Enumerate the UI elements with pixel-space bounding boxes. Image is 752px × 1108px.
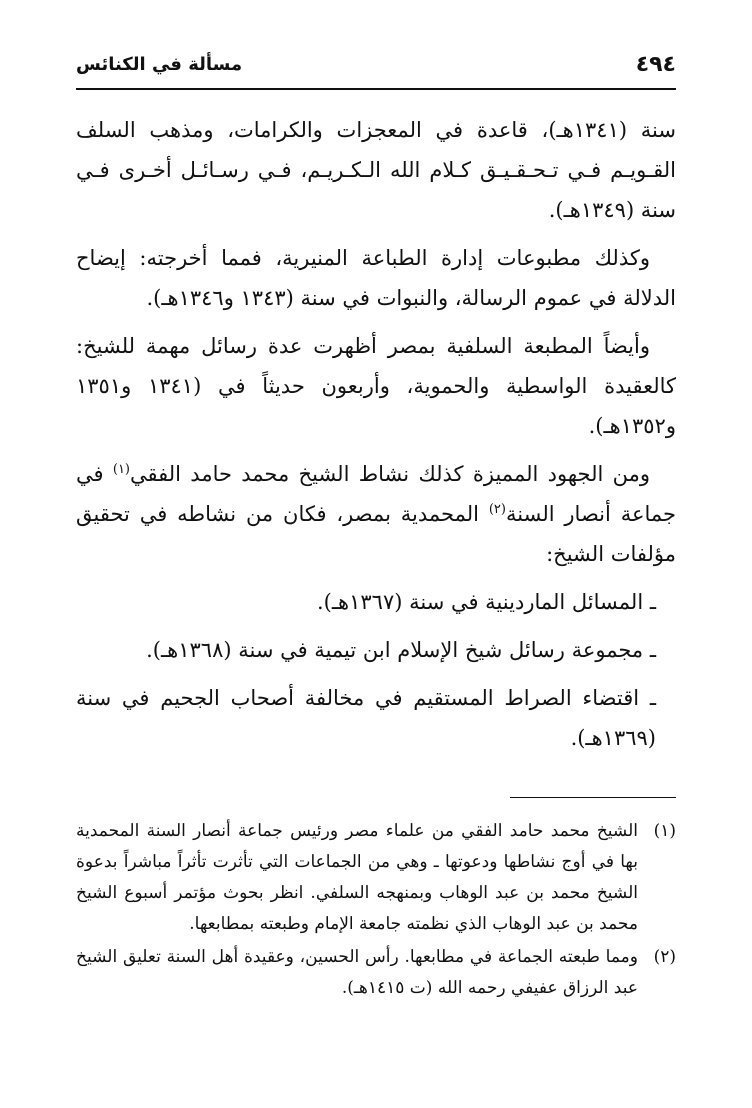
main-text	[76, 110, 676, 766]
page-number: ٤٩٤	[635, 51, 676, 77]
footnote-separator	[510, 797, 676, 798]
footnote-text: ومما طبعته الجماعة في مطابعها. رأس الحسين، وعقيدة أهل السنة تعليق الشيخ عبد الرزاق عفيفي رحمه الله (ت ١٤١٥هـ).	[76, 947, 638, 998]
footnote-ref-2[interactable]: (٢)	[488, 502, 506, 517]
footnote-text: الشيخ محمد حامد الفقي من علماء مصر ورئيس جماعة أنصار السنة المحمدية بها في أوج نشاطها ودعوتها ـ وهي من الجماعات التي تأثرت تأثراً مباشراً بدعوة الشيخ محمد بن عبد الوهاب وبمنهجه السلفي. انظر بحوث مؤتمر أسبوع الشيخ محمد بن عبد الوهاب الذي نظمته جامعة الإمام وطبعته بمطابعها.	[76, 821, 638, 934]
paragraph-4-part-a: ومن الجهود المميزة كذلك نشاط الشيخ محمد حامد الفقي	[130, 462, 650, 486]
paragraph-4	[76, 454, 676, 574]
footnote-2	[76, 942, 676, 1004]
paragraph-3: وأيضاً المطبعة السلفية بمصر أظهرت عدة رسائل مهمة للشيخ: كالعقيدة الواسطية والحموية، وأربعون حديثاً في (١٣٤١ و١٣٥١ و١٣٥٢هـ).	[76, 334, 676, 438]
footnote-ref-1[interactable]: (١)	[112, 462, 130, 477]
footnote-1	[76, 816, 676, 940]
footnotes	[76, 816, 676, 1006]
footnote-marker: (١)	[653, 821, 676, 841]
header-rule	[76, 88, 676, 90]
paragraph-4-part-b: في جماعة أنصار السنة	[76, 462, 677, 526]
page-header	[76, 44, 676, 84]
paragraph-4-part-c: المحمدية بمصر، فكان من نشاطه في تحقيق مؤلفات الشيخ:	[76, 502, 676, 566]
list-item: ـ مجموعة رسائل شيخ الإسلام ابن تيمية في سنة (١٣٦٨هـ).	[146, 638, 656, 662]
paragraph-1: سنة (١٣٤١هـ)، قاعدة في المعجزات والكرامات، ومذهب السلف القـويـم فـي تـحـقـيـق كـلام الله الـكـريـم، فـي رسـائـل أخـرى فـي سنة (١٣٤٩هـ).	[76, 118, 676, 222]
running-title: مسألة في الكنائس	[76, 53, 243, 75]
list-item: ـ اقتضاء الصراط المستقيم في مخالفة أصحاب الجحيم في سنة (١٣٦٩هـ).	[76, 686, 656, 750]
paragraph-2: وكذلك مطبوعات إدارة الطباعة المنيرية، فمما أخرجته: إيضاح الدلالة في عموم الرسالة، والنبوات في سنة (١٣٤٣ و١٣٤٦هـ).	[76, 246, 676, 310]
list-item: ـ المسائل الماردينية في سنة (١٣٦٧هـ).	[317, 590, 656, 614]
footnote-marker: (٢)	[653, 947, 676, 967]
